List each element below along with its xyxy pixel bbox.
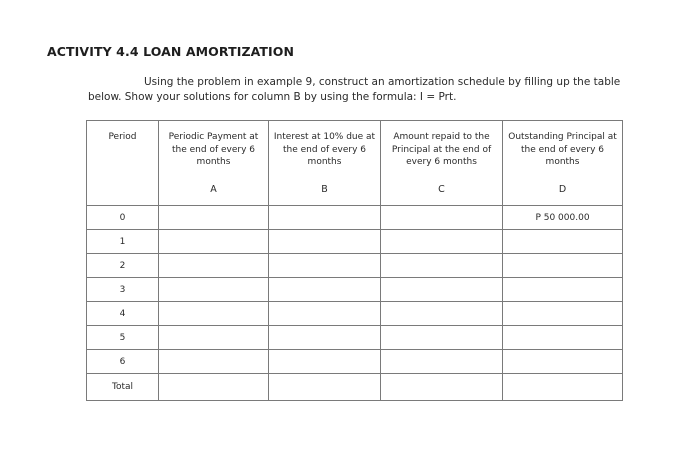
period-cell: 3 (87, 278, 159, 302)
amortization-table (86, 120, 623, 401)
outstanding-cell[interactable] (503, 278, 623, 302)
interest-cell[interactable] (269, 302, 381, 326)
table-row (87, 230, 623, 254)
column-letter: D (558, 183, 567, 195)
period-cell: 1 (87, 230, 159, 254)
outstanding-cell[interactable] (503, 302, 623, 326)
payment-cell[interactable] (159, 326, 269, 350)
outstanding-cell[interactable]: P 50 000.00 (503, 206, 623, 230)
header-periodic-payment (159, 121, 269, 206)
repaid-cell[interactable] (381, 254, 503, 278)
outstanding-cell[interactable] (503, 350, 623, 374)
total-row (87, 374, 623, 401)
payment-cell[interactable] (159, 350, 269, 374)
period-cell: 5 (87, 326, 159, 350)
header-label: Periodic Payment at the end of every 6 months (168, 132, 259, 167)
header-label: Interest at 10% due at the end of every 6 months (273, 132, 376, 167)
column-letter: C (438, 183, 445, 195)
interest-cell[interactable] (269, 254, 381, 278)
table-row (87, 206, 623, 230)
period-cell: 2 (87, 254, 159, 278)
repaid-cell[interactable] (381, 326, 503, 350)
outstanding-cell[interactable] (503, 230, 623, 254)
interest-cell[interactable] (269, 206, 381, 230)
payment-cell[interactable] (159, 254, 269, 278)
table-row (87, 302, 623, 326)
table-row (87, 350, 623, 374)
total-label-cell: Total (87, 374, 159, 401)
repaid-cell[interactable] (381, 206, 503, 230)
activity-title: ACTIVITY 4.4 LOAN AMORTIZATION (47, 44, 295, 59)
outstanding-total-cell[interactable] (503, 374, 623, 401)
payment-cell[interactable] (159, 302, 269, 326)
interest-cell[interactable] (269, 278, 381, 302)
repaid-cell[interactable] (381, 230, 503, 254)
header-label: Period (108, 132, 137, 142)
header-label: Amount repaid to the Principal at the end of every 6 months (391, 132, 492, 167)
header-period (87, 121, 159, 206)
table-row (87, 326, 623, 350)
period-cell: 4 (87, 302, 159, 326)
period-cell: 6 (87, 350, 159, 374)
interest-cell[interactable] (269, 230, 381, 254)
table-header-row (87, 121, 623, 206)
header-interest (269, 121, 381, 206)
payment-cell[interactable] (159, 206, 269, 230)
interest-total-cell[interactable] (269, 374, 381, 401)
instructions-text: Using the problem in example 9, construct an amortization schedule by filling up the table below. Show your solutions for column B by using the formula: I = Prt. (88, 76, 621, 103)
repaid-cell[interactable] (381, 278, 503, 302)
repaid-cell[interactable] (381, 302, 503, 326)
payment-cell[interactable] (159, 278, 269, 302)
period-cell: 0 (87, 206, 159, 230)
table-row (87, 254, 623, 278)
interest-cell[interactable] (269, 326, 381, 350)
header-amount-repaid (381, 121, 503, 206)
outstanding-cell[interactable] (503, 254, 623, 278)
payment-total-cell[interactable] (159, 374, 269, 401)
column-letter: A (210, 183, 217, 195)
repaid-cell[interactable] (381, 350, 503, 374)
repaid-total-cell[interactable] (381, 374, 503, 401)
outstanding-cell[interactable] (503, 326, 623, 350)
interest-cell[interactable] (269, 350, 381, 374)
table-row (87, 278, 623, 302)
column-letter: B (321, 183, 328, 195)
header-outstanding-principal (503, 121, 623, 206)
header-label: Outstanding Principal at the end of every 6 months (508, 132, 617, 167)
payment-cell[interactable] (159, 230, 269, 254)
